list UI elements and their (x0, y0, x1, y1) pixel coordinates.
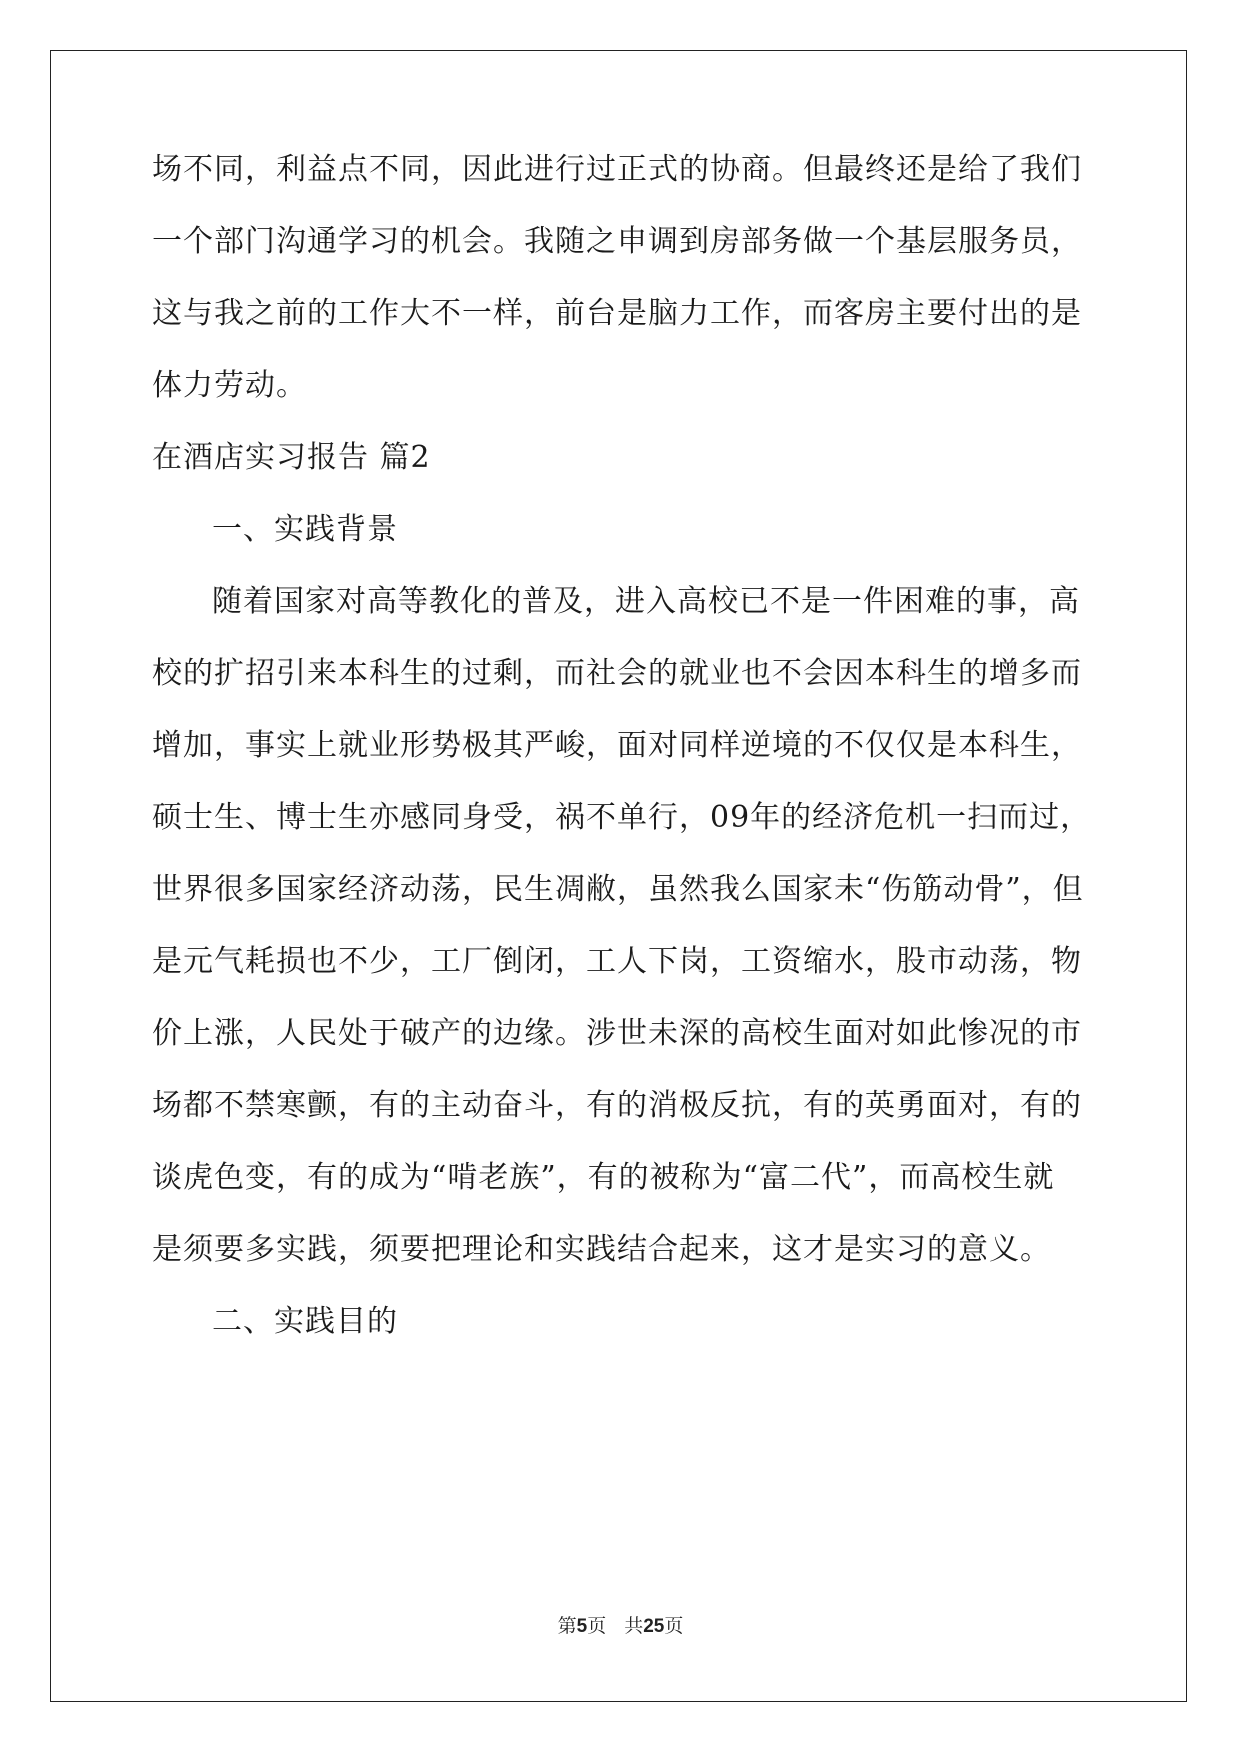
paragraph-line-3: 这与我之前的工作大不一样，前台是脑力工作，而客房主要付出的是 (152, 296, 1082, 331)
paragraph-line-10: 硕士生、博士生亦感同身受，祸不单行，09年的经济危机一扫而过， (152, 800, 1092, 835)
paragraph-line-12: 是元气耗损也不少，工厂倒闭，工人下岗，工资缩水，股市动荡，物 (152, 944, 1082, 979)
heading-background: 一、实践背景 (212, 512, 398, 547)
footer-page-suffix: 页 (587, 1615, 607, 1637)
footer-page-number: 5 (576, 1616, 588, 1637)
paragraph-line-1: 场不同，利益点不同，因此进行过正式的协商。但最终还是给了我们 (152, 152, 1082, 187)
footer-total-number: 25 (643, 1616, 665, 1637)
footer-page-prefix: 第 (557, 1615, 577, 1637)
paragraph-line-15: 谈虎色变，有的成为“啃老族”，有的被称为“富二代”，而高校生就 (152, 1160, 1055, 1195)
paragraph-line-2: 一个部门沟通学习的机会。我随之申调到房部务做一个基层服务员， (152, 224, 1082, 259)
paragraph-line-8: 校的扩招引来本科生的过剩，而社会的就业也不会因本科生的增多而 (152, 656, 1082, 691)
footer-total-suffix: 页 (664, 1615, 684, 1637)
paragraph-line-7: 随着国家对高等教化的普及，进入高校已不是一件困难的事，高 (212, 584, 1080, 619)
paragraph-line-14: 场都不禁寒颤，有的主动奋斗，有的消极反抗，有的英勇面对，有的 (152, 1088, 1082, 1123)
footer-total-prefix: 共 (624, 1615, 644, 1637)
paragraph-line-13: 价上涨，人民处于破产的边缘。涉世未深的高校生面对如此惨况的市 (152, 1016, 1082, 1051)
paragraph-line-4: 体力劳动。 (152, 368, 307, 403)
paragraph-line-16: 是须要多实践，须要把理论和实践结合起来，这才是实习的意义。 (152, 1232, 1051, 1267)
paragraph-line-9: 增加，事实上就业形势极其严峻，面对同样逆境的不仅仅是本科生， (152, 728, 1082, 763)
paragraph-line-11: 世界很多国家经济动荡，民生凋敝，虽然我么国家未“伤筋动骨”，但 (152, 872, 1084, 907)
page-footer (0, 1614, 1241, 1639)
section-title: 在酒店实习报告 篇2 (152, 440, 431, 475)
heading-purpose: 二、实践目的 (212, 1304, 398, 1339)
